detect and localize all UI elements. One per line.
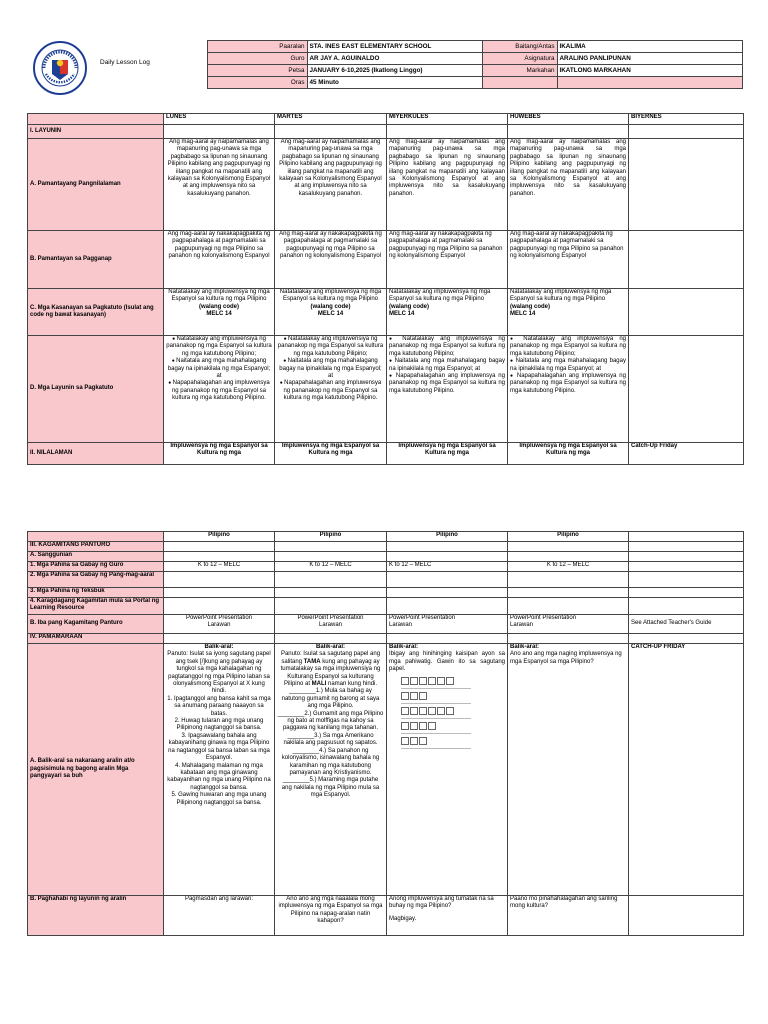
gabay-guro-miyerkules: K to 12 – MELC	[387, 562, 508, 572]
petsa-value: JANUARY 6-10,2025 (Ikatlong Linggo)	[307, 65, 482, 77]
paghahabi-martes: Ano ano ang mga naaalala mong impluwensya ng mga Espanyol sa mga Pilipino na napag-aralan natin kahapon?	[275, 896, 387, 936]
paghahabi-lunes: Pagmasdan ang larawan:	[164, 896, 275, 936]
martes-item: ________3.) Sa mga Amerikano nakilala ang pagsusuot ng sapatos.	[283, 732, 378, 747]
martes-item: ________5.) Maraming mga putahe ang nakilala ng mga Pilipino mula sa mga Espanyol.	[281, 777, 380, 799]
layunin-sa-pagkatuto-label: D. Mga Layunin sa Pagkatuto	[28, 336, 164, 443]
subject-lunes: Pilipino	[164, 532, 275, 542]
iba-pang-kagamitan-label: B. Iba pang Kagamitang Panturo	[28, 615, 164, 634]
martes-instructions: Panuto: Isulat sa sagutang papel ang salitang TAMA kung ang pahayag ay tumatalakay sa mga impluwensiya ng Kulturang Espanyol sa kulturang Pilipino at MALI naman kung hindi.	[280, 651, 381, 688]
nilalaman-miyerkules: Impluwensya ng mga Espanyol sa Kultura ng mga	[387, 443, 508, 465]
balik-aral-heading: Balik-aral:	[510, 644, 540, 650]
nilalaman-lunes: Impluwensya ng mga Espanyol sa Kultura ng mga	[164, 443, 275, 465]
day-header-biyernes: BIYERNES	[629, 114, 744, 125]
pamantayang-pangnilalaman-miyerkules: Ang mag-aaral ay naipamamalas ang mapanuring pag-unawa sa mga pagbabago sa lipunan ng sinaunang Pilipino kabilang ang pagpupunyagi ng iilang pangkat na mapanatili ang kalayaan sa Kolonyalismong Espanyol at ang impluwensya nito sa kasalukuyang panahon.	[387, 139, 508, 231]
lunes-instructions: Panuto: Isulat sa iyong sagutang papel ang tsek [/]kung ang pahayag ay tungkol sa mga kahalagahan ng pagtatanggol ng mga Pilipino laban sa olonyalismong Espanyol at X kung hindi.	[167, 651, 271, 695]
balik-aral-miyerkules	[387, 644, 508, 896]
sanggunian-label: A. Sanggunian	[28, 552, 164, 562]
layunin-item: ● Napapahalagahan ang impluwensya ng pananakop ng mga Espanyol sa kultura ng mga katutubong Pilipino.	[166, 380, 272, 402]
kasanayan-label: C. Mga Kasanayan sa Pagkatuto (Isulat ang code ng bawat kasanayan)	[28, 289, 164, 336]
layunin-label: I. LAYUNIN	[28, 125, 164, 139]
ppt-text: PowerPoint Presentation	[297, 615, 364, 621]
subject-miyerkules: Pilipino	[387, 532, 508, 542]
paaralan-value: STA. INES EAST ELEMENTARY SCHOOL	[307, 41, 482, 53]
day-header-huwebes: HUWEBES	[508, 114, 629, 125]
guro-label: Guro	[207, 53, 307, 65]
day-header-martes: MARTES	[275, 114, 387, 125]
markahan-value: IKATLONG MARKAHAN	[557, 65, 742, 77]
puzzle-image	[389, 677, 505, 749]
day-header-miyerkules: MIYERKULES	[387, 114, 508, 125]
petsa-label: Petsa	[207, 65, 307, 77]
layunin-item: ● Napapahalagahan ang impluwensya ng pananakop ng mga Espanyol sa kultura ng mga katutubong Pilipino.	[510, 373, 626, 395]
lesson-table-procedures	[27, 531, 744, 936]
kasanayan-huwebes	[508, 289, 629, 336]
guro-value: AR JAY A. AGUINALDO	[307, 53, 482, 65]
kasanayan-text: Natatalakay ang impluwensya ng mga Espanyol sa kultura ng mga Pilipino	[389, 289, 491, 303]
balik-aral-heading: Balik-aral:	[204, 644, 234, 650]
layunin-item: ● Natatalakay ang impluwensiya ng pananakop ng mga Espanyol sa kultura ng mga katutubong Pilipino;	[166, 336, 272, 358]
layunin-item: ● Napapahalagahan ang impluwensya ng pananakop ng mga Espanyol sa kultura ng mga katutubong Pilipino.	[389, 373, 505, 395]
lunes-item: 2. Huwag tularan ang mga unang Pilipinong nagtanggol sa bansa.	[174, 718, 264, 732]
header-info-table	[27, 40, 743, 89]
layunin-item: ● Napapahalagahan ang impluwensya ng pananakop ng mga Espanyol sa kultura ng mga katutubong Pilipino.	[277, 380, 384, 402]
lunes-item: 5. Gawing huwaran ang mga unang Pilipinong nagtanggol sa bansa.	[171, 792, 267, 806]
baitang-label: Baitang/Antas	[482, 41, 557, 53]
gabay-guro-martes: K to 12 – MELC	[275, 562, 387, 572]
teksbuk-label: 3. Mga Pahina ng Teksbuk	[28, 588, 164, 598]
gabay-guro-label: 1. Mga Pahina sa Gabay ng Guro	[28, 562, 164, 572]
layunin-item: ● Naitatala ang mga mahahalagang bagay na ipinakilala ng mga Espanyol; at	[389, 358, 505, 373]
oras-label: Oras	[207, 77, 307, 89]
baitang-value: IKALIMA	[557, 41, 742, 53]
layunin-sa-pagkatuto-martes	[275, 336, 387, 443]
nilalaman-biyernes: Catch-Up Friday	[629, 443, 744, 465]
kagamitan-miyerkules	[387, 615, 508, 634]
kasanayan-martes	[275, 289, 387, 336]
karagdagang-kagamitan-label: 4. Karagdagang Kagamitan mula sa Portal ng Learning Resource	[28, 598, 164, 615]
kasanayan-lunes	[164, 289, 275, 336]
layunin-sa-pagkatuto-huwebes	[508, 336, 629, 443]
clue-line	[401, 748, 471, 749]
balik-aral-lunes	[164, 644, 275, 896]
kasanayan-code: (walang code)	[389, 303, 430, 310]
pamamaraan-label: IV. PAMAMARAAN	[28, 634, 164, 644]
subject-huwebes: Pilipino	[508, 532, 629, 542]
pamantayan-sa-pagganap-martes: Ang mag-aaral ay nakakapagpakita ng pagpapahalaga at pagmamalaki sa pagpupunyagi ng mga Pilipino sa panahon ng kolonyalismong Espanyol	[275, 231, 387, 289]
asignatura-value: ARALING PANLIPUNAN	[557, 53, 742, 65]
layunin-item: ● Natatalakay ang impluwensiya ng pananakop ng mga Espanyol sa kultura ng mga katutubong Pilipino;	[510, 336, 626, 358]
martes-item: ________4.) Sa panahon ng kolonyalismo, isinawalang bahala ng karamihan ng mga katutubong pamayanan ang Kristiyanismo.	[281, 747, 380, 776]
letter-boxes	[401, 692, 505, 700]
layunin-item: ● Naitatala ang mga mahahalagang bagay na ipinakilala ng mga Espanyol; at	[510, 358, 626, 373]
martes-item: ________2.) Gumamit ang mga Pilipino ng bato at molffigas na kahoy sa paggawa ng kanilang mga tahanan.	[277, 710, 384, 732]
layunin-item: ● Natatalakay ang impluwensiya ng pananakop ng mga Espanyol sa kultura ng mga katutubong Pilipino;	[277, 336, 384, 358]
larawan-text: Larawan	[207, 622, 231, 629]
pamantayang-pangnilalaman-label: A. Pamantayang Pangnilalaman	[28, 139, 164, 231]
balik-aral-heading: Balik-aral:	[315, 644, 345, 650]
gabay-guro-lunes: K to 12 – MELC	[164, 562, 275, 572]
markahan-label: Markahan	[482, 65, 557, 77]
clue-line	[401, 688, 471, 689]
balik-aral-huwebes	[508, 644, 629, 896]
pamantayang-pangnilalaman-lunes: Ang mag-aaral ay naipamamalas ang mapanuring pag-unawa sa mga pagbabago sa lipunan ng sinaunang Pilipino kabilang ang pagpupunyagi ng iilang pangkat na mapanatili ang kalayaan sa Kolonyalismong Espanyol at ang impluwensya nito sa kasalukuyang panahon.	[164, 139, 275, 231]
kagamitan-label: III. KAGAMITANG PANTURO	[28, 542, 164, 552]
kagamitan-lunes	[164, 615, 275, 634]
see-attached-guide: See Attached Teacher's Guide	[629, 615, 744, 634]
balik-aral-martes	[275, 644, 387, 896]
paghahabi-huwebes: Paano mo pinahahalagahan ang sariling mong kultura?	[508, 896, 629, 936]
kasanayan-melc: MELC 14	[389, 311, 415, 318]
balik-aral-biyernes: CATCH-UP FRIDAY	[629, 644, 744, 896]
letter-boxes	[401, 737, 505, 745]
letter-boxes	[401, 707, 505, 715]
kasanayan-text: Natatalakay ang impluwensya ng mga Espanyol sa kultura ng mga Pilipino	[279, 289, 382, 303]
paghahabi-miyerkules: Anong impluwensya ang tumatak na sa buhay ng mga Pilipino? Magbigay.	[387, 896, 508, 936]
oras-value: 45 Minuto	[307, 77, 482, 89]
kasanayan-text: Natatalakay ang impluwensya ng mga Espanyol sa kultura ng mga Pilipino	[510, 289, 612, 303]
nilalaman-label: II. NILALAMAN	[28, 443, 164, 465]
kasanayan-code: (walang code)	[310, 303, 351, 310]
pamantayan-sa-pagganap-miyerkules: Ang mag-aaral ay nakakapagpakita ng pagpapahalaga at pagmamalaki sa pagpupunyagi ng mga Pilipino sa panahon ng kolonyalismong Espanyol	[387, 231, 508, 289]
miyerkules-instructions: Ibigay ang hinihinging kaisipan ayon sa mga pahiwatig. Gawin ito sa sagutang papel.	[389, 651, 505, 673]
ppt-text: PowerPoint Presentation	[510, 615, 577, 621]
kasanayan-text: Natatalakay ang impluwensya ng mga Espanyol sa kultura ng mga Pilipino	[168, 289, 270, 303]
kasanayan-melc: MELC 14	[510, 311, 536, 318]
letter-boxes	[401, 722, 505, 730]
lesson-table-objectives	[27, 113, 744, 465]
pamantayang-pangnilalaman-martes: Ang mag-aaral ay naipamamalas ang mapanuring pag-unawa sa mga pagbabago sa lipunan ng sinaunang Pilipino kabilang ang pagpupunyagi ng iilang pangkat na mapanatili ang kalayaan sa Kolonyalismong Espanyol at ang impluwensya nito sa kasalukuyang panahon.	[275, 139, 387, 231]
larawan-text: Larawan	[510, 622, 534, 629]
gabay-guro-huwebes: K to 12 – MELC	[508, 562, 629, 572]
letter-boxes	[401, 677, 505, 685]
kagamitan-huwebes	[508, 615, 629, 634]
pamantayan-sa-pagganap-label: B. Pamantayan sa Pagganap	[28, 231, 164, 289]
clue-line	[401, 718, 471, 719]
layunin-item: ● Naitatala ang mga mahahalagang bagay na ipinakilala ng mga Espanyol; at	[166, 358, 272, 380]
clue-line	[401, 733, 471, 734]
lunes-item: 4. Mahalagang malaman ng mga kabataan ang mga ginawang kabayanihan ng mga unang Pilipino na nagtanggol sa bansa.	[167, 762, 271, 791]
clue-line	[401, 703, 471, 704]
nilalaman-martes: Impluwensya ng mga Espanyol sa Kultura ng mga	[275, 443, 387, 465]
kagamitan-martes	[275, 615, 387, 634]
layunin-item: ● Naitatala ang mga mahahalagang bagay na ipinakilala ng mga Espanyol; at	[277, 358, 384, 380]
kasanayan-miyerkules	[387, 289, 508, 336]
kasanayan-code: (walang code)	[198, 303, 239, 310]
kasanayan-code: (walang code)	[510, 303, 551, 310]
huwebes-question: Ano ano ang mga naging impluwensya ng mga Espanyol sa mga Pilipino?	[510, 651, 622, 665]
asignatura-label: Asignatura	[482, 53, 557, 65]
ppt-text: PowerPoint Presentation	[185, 615, 253, 621]
paghahabi-label: B. Paghahabi ng layunin ng aralin	[28, 896, 164, 936]
kasanayan-melc: MELC 14	[317, 311, 344, 318]
subject-martes: Pilipino	[275, 532, 387, 542]
balik-aral-heading: Balik-aral:	[389, 644, 419, 650]
pamantayan-sa-pagganap-huwebes: Ang mag-aaral ay nakakapagpakita ng pagpapahalaga at pagmamalaki sa pagpupunyagi ng mga Pilipino sa panahon ng kolonyalismong Espanyol	[508, 231, 629, 289]
kasanayan-melc: MELC 14	[206, 311, 232, 318]
paaralan-label: Paaralan	[207, 41, 307, 53]
layunin-item: ● Natatalakay ang impluwensiya ng pananakop ng mga Espanyol sa kultura ng mga katutubong Pilipino;	[389, 336, 505, 358]
dll-title: Daily Lesson Log	[100, 59, 150, 66]
pamantayan-sa-pagganap-lunes: Ang mag-aaral ay nakakapagpakita ng pagpapahalaga at pagmamalaki sa pagpupunyagi ng mga Pilipino sa panahon ng kolonyalismong Espanyol	[164, 231, 275, 289]
layunin-sa-pagkatuto-miyerkules	[387, 336, 508, 443]
lunes-item: 1. Ipagtanggol ang bansa kahit sa mga sa anumang paraang naaayon sa batas.	[167, 695, 271, 717]
lunes-item: 3. Ipagsawalang bahala ang kabayanihang ginawa ng mga Pilipino na nagtanggol sa bansa laban sa mga Espanyol.	[168, 732, 270, 762]
ppt-text: PowerPoint Presentation	[389, 615, 456, 621]
larawan-text: Larawan	[318, 622, 342, 629]
pamantayang-pangnilalaman-huwebes: Ang mag-aaral ay naipamamalas ang mapanuring pag-unawa sa mga pagbabago sa lipunan ng sinaunang Pilipino kabilang ang pagpupunyagi ng iilang pangkat na mapanatili ang kalayaan sa Kolonyalismong Espanyol at ang impluwensya nito sa kasalukuyang panahon.	[508, 139, 629, 231]
gabay-magaaral-label: 2. Mga Pahina sa Gabay ng Pang-mag-aaral	[28, 572, 164, 588]
larawan-text: Larawan	[389, 622, 413, 629]
layunin-sa-pagkatuto-lunes	[164, 336, 275, 443]
balik-aral-label: A. Balik-aral sa nakaraang aralin at/o pagsisimula ng bagong aralin Mga pangyayari sa buh	[28, 644, 164, 896]
day-header-lunes: LUNES	[164, 114, 275, 125]
nilalaman-huwebes: Impluwensya ng mga Espanyol sa Kultura ng mga	[508, 443, 629, 465]
martes-item: ________1.) Mula sa bahag ay natutong gumamit ng barong at saya ang mga Pilipino.	[281, 688, 380, 710]
